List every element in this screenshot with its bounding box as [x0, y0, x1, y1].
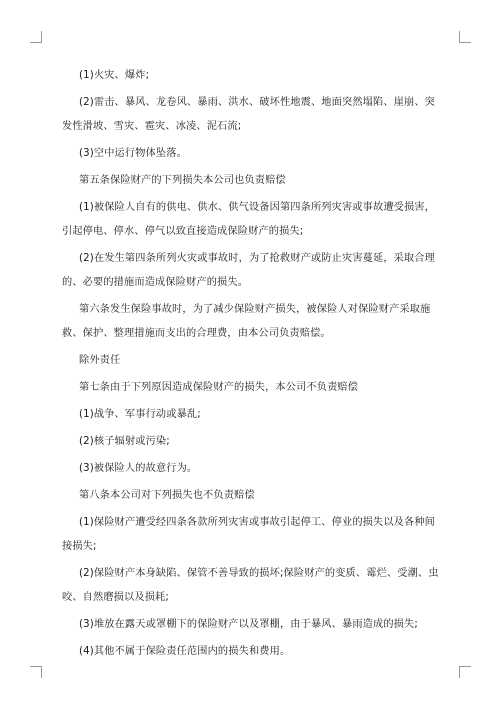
- crop-mark-top-left: [30, 31, 42, 43]
- paragraph: (2)雷击、暴风、龙卷风、暴雨、洪水、破坏性地震、地面突然塌陷、崖崩、突发性滑坡、雪灾、雹灾、冰凌、泥石流;: [62, 97, 436, 132]
- paragraph: (2)保险财产本身缺陷、保管不善导致的损坏;保险财产的变质、霉烂、受潮、虫咬、自然磨损以及损耗;: [62, 568, 439, 603]
- crop-mark-bottom-left: [30, 666, 42, 678]
- paragraph: (4)其他不属于保险责任范围内的损失和费用。: [79, 646, 291, 657]
- section-heading: 第八条本公司对下列损失也不负责赔偿: [79, 490, 255, 501]
- paragraph: (1)被保险人自有的供电、供水、供气设备因第四条所列灾害或事故遭受损害，引起停电、停水、停气以致直接造成保险财产的损失;: [62, 202, 436, 237]
- paragraph: (1)保险财产遭受经四条各款所列灾害或事故引起停工、停业的损失以及各种间接损失;: [62, 517, 436, 552]
- paragraph: (3)空中运行物体坠落。: [79, 148, 187, 159]
- paragraph: 第六条发生保险事故时，为了减少保险财产损失，被保险人对保险财产采取施救、保护、整理措施而支出的合理费，由本公司负责赔偿。: [62, 304, 431, 339]
- crop-mark-top-right: [459, 31, 471, 43]
- document-body: [62, 64, 444, 667]
- paragraph: (2)核子辐射或污染;: [79, 436, 170, 447]
- paragraph: (1)战争、军事行动或暴乱;: [79, 409, 201, 420]
- section-heading: 除外责任: [79, 355, 121, 366]
- paragraph: (3)被保险人的故意行为。: [79, 463, 198, 474]
- section-heading: 第五条保险财产的下列损失本公司也负责赔偿: [79, 175, 286, 186]
- paragraph: (1)火灾、爆炸;: [79, 70, 150, 81]
- paragraph: (2)在发生第四条所列火灾或事故时，为了抢救财产或防止灾害蔓延，采取合理的、必要的措施而造成保险财产的损失。: [62, 253, 436, 288]
- section-heading: 第七条由于下列原因造成保险财产的损失，本公司不负责赔偿: [79, 382, 359, 393]
- paragraph: (3)堆放在露天或罩棚下的保险财产以及罩棚，由于暴风、暴雨造成的损失;: [79, 619, 418, 630]
- crop-mark-bottom-right: [459, 666, 471, 678]
